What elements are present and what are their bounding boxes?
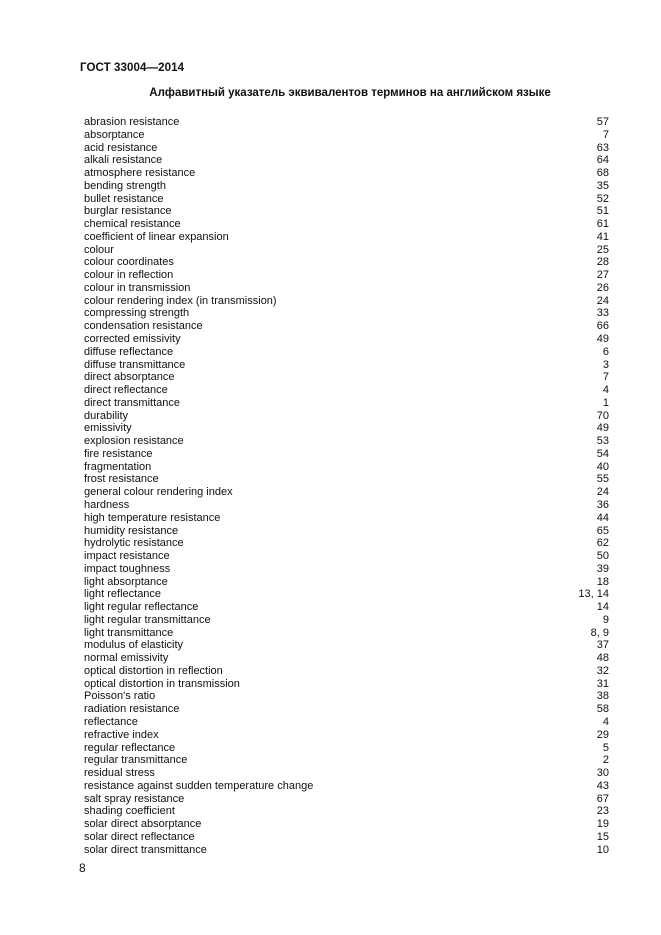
- index-term: abrasion resistance: [84, 116, 180, 128]
- index-term: optical distortion in transmission: [84, 677, 240, 690]
- index-entry: [84, 397, 609, 410]
- index-entry: [84, 473, 609, 486]
- index-page-ref: 68: [596, 167, 609, 180]
- index-entry: [84, 844, 609, 857]
- index-page-ref: 41: [596, 230, 609, 243]
- index-term: diffuse transmittance: [84, 358, 186, 371]
- index-term: alkali resistance: [84, 154, 163, 167]
- index-term: direct transmittance: [84, 396, 180, 409]
- index-entry: [84, 167, 609, 180]
- index-page-ref: 49: [596, 333, 609, 346]
- index-term: salt spray resistance: [84, 792, 185, 805]
- index-page-ref: 6: [602, 345, 609, 358]
- index-page-ref: 7: [602, 128, 609, 141]
- index-term: compressing strength: [84, 307, 190, 320]
- index-term: fire resistance: [84, 447, 153, 460]
- index-page-ref: 51: [596, 205, 609, 218]
- index-term: fragmentation: [84, 460, 152, 473]
- index-term: light transmittance: [84, 626, 174, 639]
- index-term: corrected emissivity: [84, 333, 181, 346]
- index-entry: [84, 282, 609, 295]
- index-page-ref: 5: [602, 741, 609, 754]
- index-term: light reflectance: [84, 588, 162, 601]
- index-page-ref: 40: [596, 460, 609, 473]
- index-entry: [84, 716, 609, 729]
- index-page-ref: 8, 9: [590, 626, 609, 639]
- index-entry: [84, 652, 609, 665]
- index-entry: [84, 384, 609, 397]
- index-entry: [84, 690, 609, 703]
- index-page-ref: 30: [596, 767, 609, 780]
- index-page-ref: 4: [602, 715, 609, 728]
- index-entry: [84, 793, 609, 806]
- index-term: optical distortion in reflection: [84, 664, 223, 677]
- index-term: condensation resistance: [84, 320, 203, 333]
- index-entry: [84, 512, 609, 525]
- index-term: colour coordinates: [84, 256, 174, 269]
- index-entry: [84, 665, 609, 678]
- index-term: bullet resistance: [84, 192, 164, 205]
- index-entry: [84, 193, 609, 206]
- index-term: colour rendering index (in transmission): [84, 294, 277, 307]
- index-page-ref: 14: [596, 601, 609, 614]
- index-term: resistance against sudden temperature change: [84, 779, 314, 792]
- index-term: general colour rendering index: [84, 486, 233, 499]
- index-term: bending strength: [84, 179, 166, 192]
- index-entry: [84, 218, 609, 231]
- index-page-ref: 19: [596, 818, 609, 831]
- index-page-ref: 13, 14: [578, 588, 609, 601]
- index-term: absorptance: [84, 128, 145, 141]
- index-entry: [84, 499, 609, 512]
- index-term: solar direct reflectance: [84, 830, 195, 843]
- index-page-ref: 25: [596, 243, 609, 256]
- index-term: colour: [84, 243, 114, 256]
- index-term: light regular reflectance: [84, 601, 199, 614]
- index-title: Алфавитный указатель эквивалентов терминов на английском языке: [149, 87, 551, 99]
- index-page-ref: 2: [602, 754, 609, 767]
- index-entry: [84, 256, 609, 269]
- index-entry: [84, 359, 609, 372]
- index-entry: [84, 320, 609, 333]
- index-term: colour in reflection: [84, 269, 174, 282]
- index-page-ref: 28: [596, 256, 609, 269]
- index-entry: [84, 129, 609, 142]
- index-page-ref: 54: [596, 447, 609, 460]
- index-entry: [84, 525, 609, 538]
- index-page-ref: 7: [602, 371, 609, 384]
- index-term: light absorptance: [84, 575, 168, 588]
- index-entry: [84, 754, 609, 767]
- index-entry: [84, 346, 609, 359]
- index-page-ref: 66: [596, 320, 609, 333]
- index-term: frost resistance: [84, 473, 159, 486]
- index-entry: [84, 588, 609, 601]
- index-page-ref: 35: [596, 179, 609, 192]
- index-entry: [84, 295, 609, 308]
- index-entry: [84, 244, 609, 257]
- index-term: direct reflectance: [84, 384, 168, 397]
- index-entry: [84, 818, 609, 831]
- index-entry: [84, 205, 609, 218]
- index-entry: [84, 767, 609, 780]
- index-term: durability: [84, 409, 129, 422]
- index-term: shading coefficient: [84, 805, 175, 818]
- index-entry: [84, 639, 609, 652]
- index-entry: [84, 678, 609, 691]
- index-entry: [84, 180, 609, 193]
- index-page-ref: 57: [596, 116, 609, 128]
- index-entry: [84, 142, 609, 155]
- index-page-ref: 15: [596, 830, 609, 843]
- index-entry: [84, 742, 609, 755]
- index-term: solar direct transmittance: [84, 843, 207, 856]
- index-entry: [84, 537, 609, 550]
- index-term: direct absorptance: [84, 371, 175, 384]
- index-page-ref: 24: [596, 294, 609, 307]
- index-term: impact resistance: [84, 550, 170, 563]
- index-term: explosion resistance: [84, 435, 184, 448]
- index-page-ref: 33: [596, 307, 609, 320]
- index-page-ref: 55: [596, 473, 609, 486]
- index-page-ref: 32: [596, 664, 609, 677]
- index-term: modulus of elasticity: [84, 639, 184, 652]
- index-entry: [84, 576, 609, 589]
- index-entry: [84, 729, 609, 742]
- index-term: solar direct absorptance: [84, 818, 202, 831]
- index-term: Poisson's ratio: [84, 690, 156, 703]
- index-page-ref: 52: [596, 192, 609, 205]
- index-term: reflectance: [84, 715, 138, 728]
- index-term: radiation resistance: [84, 703, 180, 716]
- index-page-ref: 29: [596, 728, 609, 741]
- document-code: ГОСТ 33004—2014: [80, 62, 185, 74]
- index-term: refractive index: [84, 728, 159, 741]
- index-entry: [84, 154, 609, 167]
- index-page-ref: 38: [596, 690, 609, 703]
- index-page-ref: 39: [596, 562, 609, 575]
- index-entry: [84, 307, 609, 320]
- index-page-ref: 49: [596, 422, 609, 435]
- index-term: regular reflectance: [84, 741, 176, 754]
- index-page-ref: 48: [596, 652, 609, 665]
- index-term: hardness: [84, 498, 130, 511]
- index-entry: [84, 627, 609, 640]
- index-term: hydrolytic resistance: [84, 537, 184, 550]
- index-page-ref: 67: [596, 792, 609, 805]
- index-term: impact toughness: [84, 562, 171, 575]
- index-page-ref: 44: [596, 511, 609, 524]
- index-page-ref: 27: [596, 269, 609, 282]
- index-term: normal emissivity: [84, 652, 169, 665]
- index-page-ref: 31: [596, 677, 609, 690]
- index-term: high temperature resistance: [84, 511, 221, 524]
- index-entry: [84, 614, 609, 627]
- index-page-ref: 50: [596, 550, 609, 563]
- index-page-ref: 18: [596, 575, 609, 588]
- index-term: humidity resistance: [84, 524, 179, 537]
- index-entry: [84, 333, 609, 346]
- index-term: diffuse reflectance: [84, 345, 174, 358]
- index-page-ref: 36: [596, 498, 609, 511]
- index-page-ref: 65: [596, 524, 609, 537]
- index-entry: [84, 371, 609, 384]
- index-page-ref: 24: [596, 486, 609, 499]
- index-page-ref: 63: [596, 141, 609, 154]
- index-entry: [84, 831, 609, 844]
- index-term: regular transmittance: [84, 754, 188, 767]
- index-term: acid resistance: [84, 141, 158, 154]
- index-entry: [84, 601, 609, 614]
- index-page-ref: 64: [596, 154, 609, 167]
- index-term: coefficient of linear expansion: [84, 230, 229, 243]
- index-entry: [84, 448, 609, 461]
- index-term: residual stress: [84, 767, 155, 780]
- index-term: chemical resistance: [84, 218, 181, 231]
- index-term: colour in transmission: [84, 281, 191, 294]
- index-entry: [84, 780, 609, 793]
- index-entry: [84, 410, 609, 423]
- index-page-ref: 61: [596, 218, 609, 231]
- page-number: 8: [79, 861, 86, 875]
- index-entry: [84, 550, 609, 563]
- index-page-ref: 3: [602, 358, 609, 371]
- index-page-ref: 4: [602, 384, 609, 397]
- index-entry: [84, 435, 609, 448]
- index-term: light regular transmittance: [84, 613, 211, 626]
- index-entry: [84, 422, 609, 435]
- index-entry: [84, 563, 609, 576]
- index-page-ref: 23: [596, 805, 609, 818]
- index-term: emissivity: [84, 422, 132, 435]
- index-page-ref: 9: [602, 613, 609, 626]
- index-page-ref: 43: [596, 779, 609, 792]
- index-page-ref: 26: [596, 281, 609, 294]
- index-entry: [84, 461, 609, 474]
- index-term: atmosphere resistance: [84, 167, 196, 180]
- index-entry: [84, 116, 609, 129]
- index-entry: [84, 486, 609, 499]
- index-page-ref: 1: [602, 396, 609, 409]
- index-page-ref: 53: [596, 435, 609, 448]
- index-entry: [84, 269, 609, 282]
- index-entry: [84, 703, 609, 716]
- index-page-ref: 10: [596, 843, 609, 856]
- index-page-ref: 70: [596, 409, 609, 422]
- index-entry: [84, 805, 609, 818]
- index-list: [84, 116, 609, 856]
- index-page-ref: 58: [596, 703, 609, 716]
- index-entry: [84, 231, 609, 244]
- index-page-ref: 62: [596, 537, 609, 550]
- index-term: burglar resistance: [84, 205, 172, 218]
- index-page-ref: 37: [596, 639, 609, 652]
